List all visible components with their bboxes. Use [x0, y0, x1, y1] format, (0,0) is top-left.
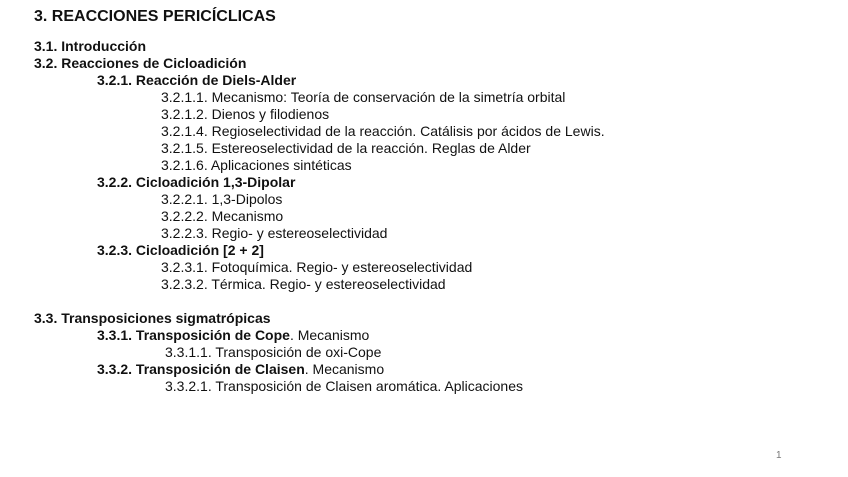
- toc-section-3-3-2-suffix: . Mecanismo: [304, 361, 385, 377]
- toc-section-3-3: 3.3. Transposiciones sigmatrópicas: [34, 310, 271, 326]
- toc-section-3-2-1-6: 3.2.1.6. Aplicaciones sintéticas: [161, 157, 352, 173]
- page-number: 1: [776, 450, 782, 461]
- toc-section-3-2-3-2: 3.2.3.2. Térmica. Regio- y estereoselectividad: [161, 276, 446, 292]
- toc-section-3-2-2: 3.2.2. Cicloadición 1,3-Dipolar: [97, 174, 296, 190]
- toc-section-3-2-2-3: 3.2.2.3. Regio- y estereoselectividad: [161, 225, 388, 241]
- toc-section-3-2: 3.2. Reacciones de Cicloadición: [34, 55, 247, 71]
- toc-section-3-3-1-suffix: . Mecanismo: [289, 327, 370, 343]
- document-title: 3. REACCIONES PERICÍCLICAS: [34, 8, 276, 25]
- toc-section-3-2-3: 3.2.3. Cicloadición [2 + 2]: [97, 242, 264, 258]
- toc-section-3-3-2-title: 3.3.2. Transposición de Claisen: [97, 361, 305, 377]
- toc-section-3-3-2-1: 3.3.2.1. Transposición de Claisen aromática. Aplicaciones: [165, 378, 523, 394]
- toc-section-3-2-1-4: 3.2.1.4. Regioselectividad de la reacción. Catálisis por ácidos de Lewis.: [161, 123, 605, 139]
- toc-section-3-3-1: [97, 327, 369, 344]
- toc-section-3-2-1: 3.2.1. Reacción de Diels-Alder: [97, 72, 297, 88]
- toc-section-3-2-1-5: 3.2.1.5. Estereoselectividad de la reacción. Reglas de Alder: [161, 140, 531, 156]
- toc-section-3-2-2-1: 3.2.2.1. 1,3-Dipolos: [161, 191, 283, 207]
- toc-section-3-3-1-1: 3.3.1.1. Transposición de oxi-Cope: [165, 344, 382, 360]
- toc-section-3-3-1-title: 3.3.1. Transposición de Cope: [97, 327, 290, 343]
- toc-section-3-2-3-1: 3.2.3.1. Fotoquímica. Regio- y estereoselectividad: [161, 259, 473, 275]
- toc-section-3-2-1-1: 3.2.1.1. Mecanismo: Teoría de conservación de la simetría orbital: [161, 89, 566, 105]
- toc-section-3-2-1-2: 3.2.1.2. Dienos y filodienos: [161, 106, 330, 122]
- toc-section-3-1: 3.1. Introducción: [34, 38, 147, 54]
- toc-section-3-3-2: [97, 361, 384, 378]
- toc-section-3-2-2-2: 3.2.2.2. Mecanismo: [161, 208, 284, 224]
